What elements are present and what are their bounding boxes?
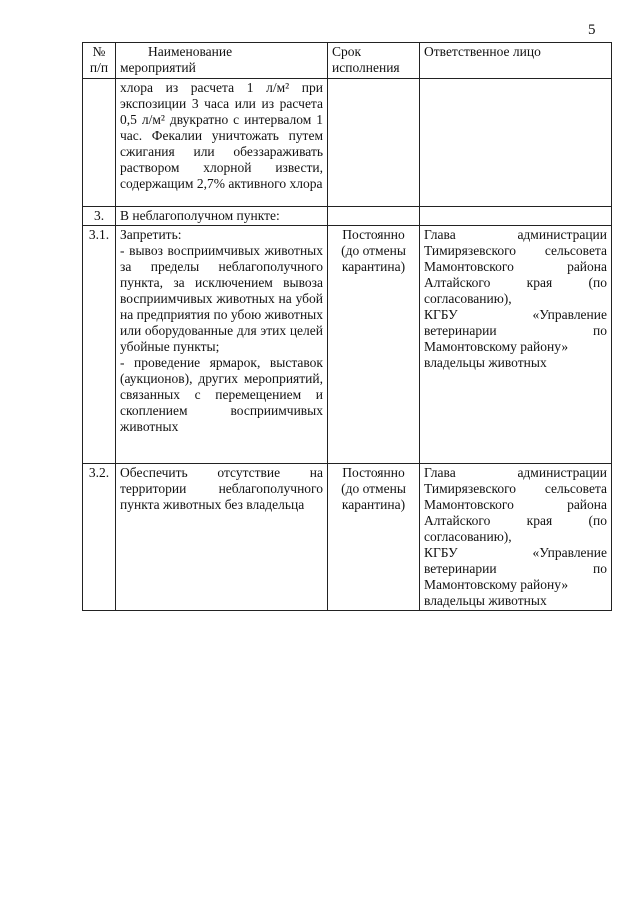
header-event-line-1: Наименование (148, 44, 233, 59)
event-line: - вывоз восприимчивых животных за пределы неблагополучного пункта, за исключением вывоза восприимчивых животных на убой на предприятия по убою животных или оборудованные для этих целей убойные пункты; (120, 243, 323, 354)
row-num (83, 79, 116, 207)
row-term (328, 79, 420, 207)
table-row (83, 207, 612, 226)
event-line: Запретить: (120, 227, 182, 242)
row-responsible (420, 226, 612, 464)
row-responsible (420, 207, 612, 226)
row-term: Постоянно (до отмены карантина) (328, 226, 420, 464)
row-event (116, 226, 328, 464)
header-term-line-1: Срок (332, 44, 362, 59)
header-term-line-2: исполнения (332, 60, 400, 75)
row-num: 3.1. (83, 226, 116, 464)
row-responsible (420, 79, 612, 207)
responsible-line: владельцы животных (424, 355, 547, 370)
header-num-line-2: п/п (89, 60, 109, 75)
responsible-line: КГБУ «Управление ветеринарии по Мамонтовскому району» (424, 307, 607, 354)
row-responsible (420, 464, 612, 611)
measures-table (82, 42, 612, 611)
header-event-line-2: мероприятий (120, 60, 196, 75)
row-event: хлора из расчета 1 л/м² при экспозиции 3 часа или из расчета 0,5 л/м² двукратно с интервалом 1 час. Фекалии уничтожать путем сжигания или обеззараживать раствором хлорной извести, содержащим 2,7% активного хлора (116, 79, 328, 207)
row-term: Постоянно (до отмены карантина) (328, 464, 420, 611)
table-row (83, 464, 612, 611)
table-row (83, 226, 612, 464)
row-term (328, 207, 420, 226)
header-num-line-1: № (92, 44, 106, 59)
row-event (116, 464, 328, 611)
responsible-line: Глава администрации Тимирязевского сельсовета Мамонтовского района Алтайского края (по согласованию), (424, 465, 607, 544)
responsible-line: владельцы животных (424, 593, 547, 608)
responsible-line: КГБУ «Управление ветеринарии по Мамонтовскому району» (424, 545, 607, 592)
header-num (83, 43, 116, 79)
row-num: 3.2. (83, 464, 116, 611)
page-number: 5 (588, 22, 596, 38)
responsible-line: Глава администрации Тимирязевского сельсовета Мамонтовского района Алтайского края (по согласованию), (424, 227, 607, 306)
event-line: Обеспечить отсутствие на территории неблагополучного пункта животных без владельца (120, 465, 323, 512)
event-line: - проведение ярмарок, выставок (аукционов), других мероприятий, связанных с перемещением и скоплением восприимчивых животных (120, 355, 323, 434)
header-responsible: Ответственное лицо (420, 43, 612, 79)
row-num: 3. (83, 207, 116, 226)
header-term (328, 43, 420, 79)
header-event (116, 43, 328, 79)
table-row (83, 79, 612, 207)
table-header-row (83, 43, 612, 79)
row-event: В неблагополучном пункте: (116, 207, 328, 226)
